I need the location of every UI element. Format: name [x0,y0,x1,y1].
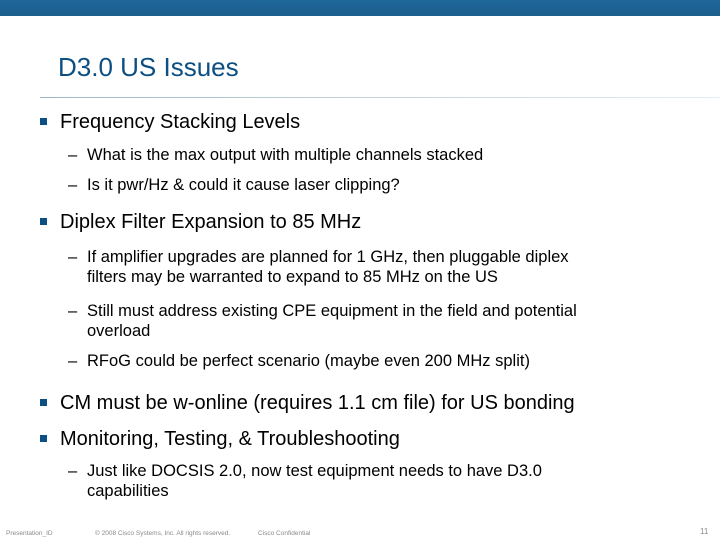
dash-bullet: – [68,176,78,194]
top-banner [0,0,720,16]
subbullet-max-output: – What is the max output with multiple channels stacked [68,146,484,164]
slide-title: D3.0 US Issues [58,52,239,82]
subbullet-cpe-equipment: – Still must address existing CPE equipment in the field and potential overload [68,302,577,340]
square-bullet-icon [40,218,47,225]
square-bullet-icon [40,399,47,406]
footer-copyright: © 2008 Cisco Systems, Inc. All rights reserved. [95,530,231,537]
subbullet-amplifier-upgrades: – If amplifier upgrades are planned for 1 GHz, then pluggable diplex filters may be warranted to expand to 85 MHz on the US [68,248,569,286]
dash-bullet: – [68,146,78,164]
subbullet-docsis: – Just like DOCSIS 2.0, now test equipment needs to have D3.0 capabilities [68,462,542,500]
dash-bullet: – [68,352,78,370]
footer-confidential: Cisco Confidential [258,530,311,537]
subbullet-rfog: – RFoG could be perfect scenario (maybe even 200 MHz split) [68,352,530,370]
title-divider [40,97,720,98]
square-bullet-icon [40,118,47,125]
page-number: 11 [700,527,709,536]
subbullet-laser-clipping: – Is it pwr/Hz & could it cause laser clipping? [68,176,400,194]
square-bullet-icon [40,435,47,442]
dash-bullet: – [68,248,78,266]
dash-bullet: – [68,462,78,480]
footer-presentation-id: Presentation_ID [6,530,53,537]
dash-bullet: – [68,302,78,320]
